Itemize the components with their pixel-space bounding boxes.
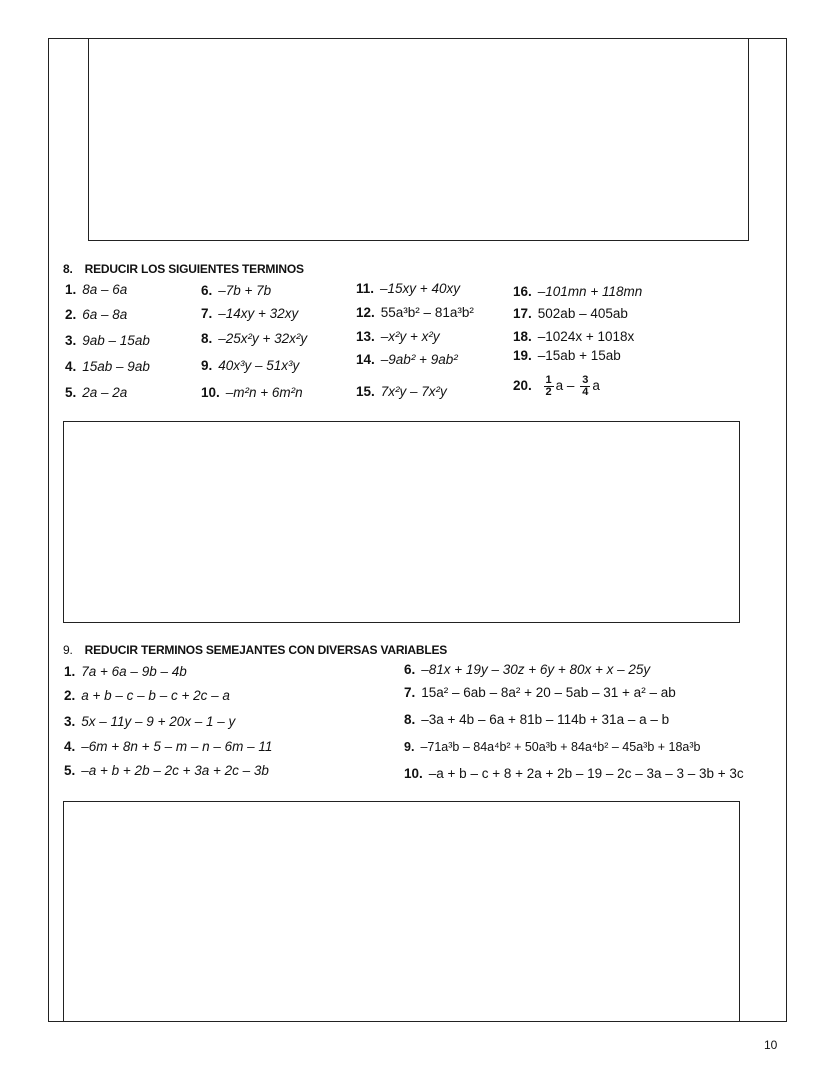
s9-item-1: 1. 7a + 6a – 9b – 4b xyxy=(64,664,187,679)
s9-item-6: 6. –81x + 19y – 30z + 6y + 80x + x – 25y xyxy=(404,662,651,677)
s8-item-1: 1. 8a – 6a xyxy=(65,282,128,297)
s9-item-7: 7. 15a² – 6ab – 8a² + 20 – 5ab – 31 + a² – ab xyxy=(404,685,676,700)
section-8-title xyxy=(63,262,304,276)
fraction-one-half: $\frac{1}{2}$ xyxy=(545,374,552,398)
s9-item-5: 5. –a + b + 2b – 2c + 3a + 2c – 3b xyxy=(64,763,269,778)
s8-item-9: 9. 40x³y – 51x³y xyxy=(201,358,300,373)
s8-item-16: 16. –101mn + 118mn xyxy=(513,284,643,299)
s8-item-14: 14. –9ab² + 9ab² xyxy=(356,352,458,367)
s8-item-2: 2. 6a – 8a xyxy=(65,307,128,322)
s8-item-7: 7. –14xy + 32xy xyxy=(201,306,299,321)
s8-item-12: 12. 55a³b² – 81a³b² xyxy=(356,305,474,320)
s9-item-4: 4. –6m + 8n + 5 – m – n – 6m – 11 xyxy=(64,739,273,754)
section-8-heading: REDUCIR LOS SIGUIENTES TERMINOS xyxy=(84,262,304,276)
answer-box-top[interactable] xyxy=(88,38,749,241)
s8-item-15: 15. 7x²y – 7x²y xyxy=(356,384,447,399)
s8-item-5: 5. 2a – 2a xyxy=(65,385,128,400)
s8-item-17: 17. 502ab – 405ab xyxy=(513,306,628,321)
s8-item-4: 4. 15ab – 9ab xyxy=(65,359,150,374)
s9-item-2: 2. a + b – c – b – c + 2c – a xyxy=(64,688,230,703)
s8-item-13: 13. –x²y + x²y xyxy=(356,329,440,344)
s8-item-3: 3. 9ab – 15ab xyxy=(65,333,150,348)
s8-item-6: 6. –7b + 7b xyxy=(201,283,272,298)
page-number: 10 xyxy=(764,1038,778,1052)
s8-item-18: 18. –1024x + 1018x xyxy=(513,329,635,344)
s8-item-8: 8. –25x²y + 32x²y xyxy=(201,331,308,346)
s9-item-9: 9. –71a³b – 84a⁴b² + 50a³b + 84a⁴b² – 45a³b + 18a³b xyxy=(404,740,701,754)
section-9-title xyxy=(63,643,447,657)
s9-item-3: 3. 5x – 11y – 9 + 20x – 1 – y xyxy=(64,714,236,729)
section-8-number: 8. xyxy=(63,262,73,276)
s8-item-10: 10. –m²n + 6m²n xyxy=(201,385,303,400)
answer-box-middle[interactable] xyxy=(63,421,740,623)
s8-item-19: 19. –15ab + 15ab xyxy=(513,348,621,363)
s9-item-8: 8. –3a + 4b – 6a + 81b – 114b + 31a – a – b xyxy=(404,712,670,727)
section-9-heading: REDUCIR TERMINOS SEMEJANTES CON DIVERSAS VARIABLES xyxy=(84,643,448,657)
s8-item-20: 20. $\frac{1}{2}$ a – $\frac{3}{4}$ a xyxy=(513,374,600,398)
fraction-three-quarters: $\frac{3}{4}$ xyxy=(582,374,589,398)
answer-box-bottom[interactable] xyxy=(63,801,740,1022)
s9-item-10: 10. –a + b – c + 8 + 2a + 2b – 19 – 2c – 3a – 3 – 3b + 3c xyxy=(404,766,744,781)
section-9-number: 9. xyxy=(63,643,73,657)
s8-item-11: 11. –15xy + 40xy xyxy=(356,281,460,296)
